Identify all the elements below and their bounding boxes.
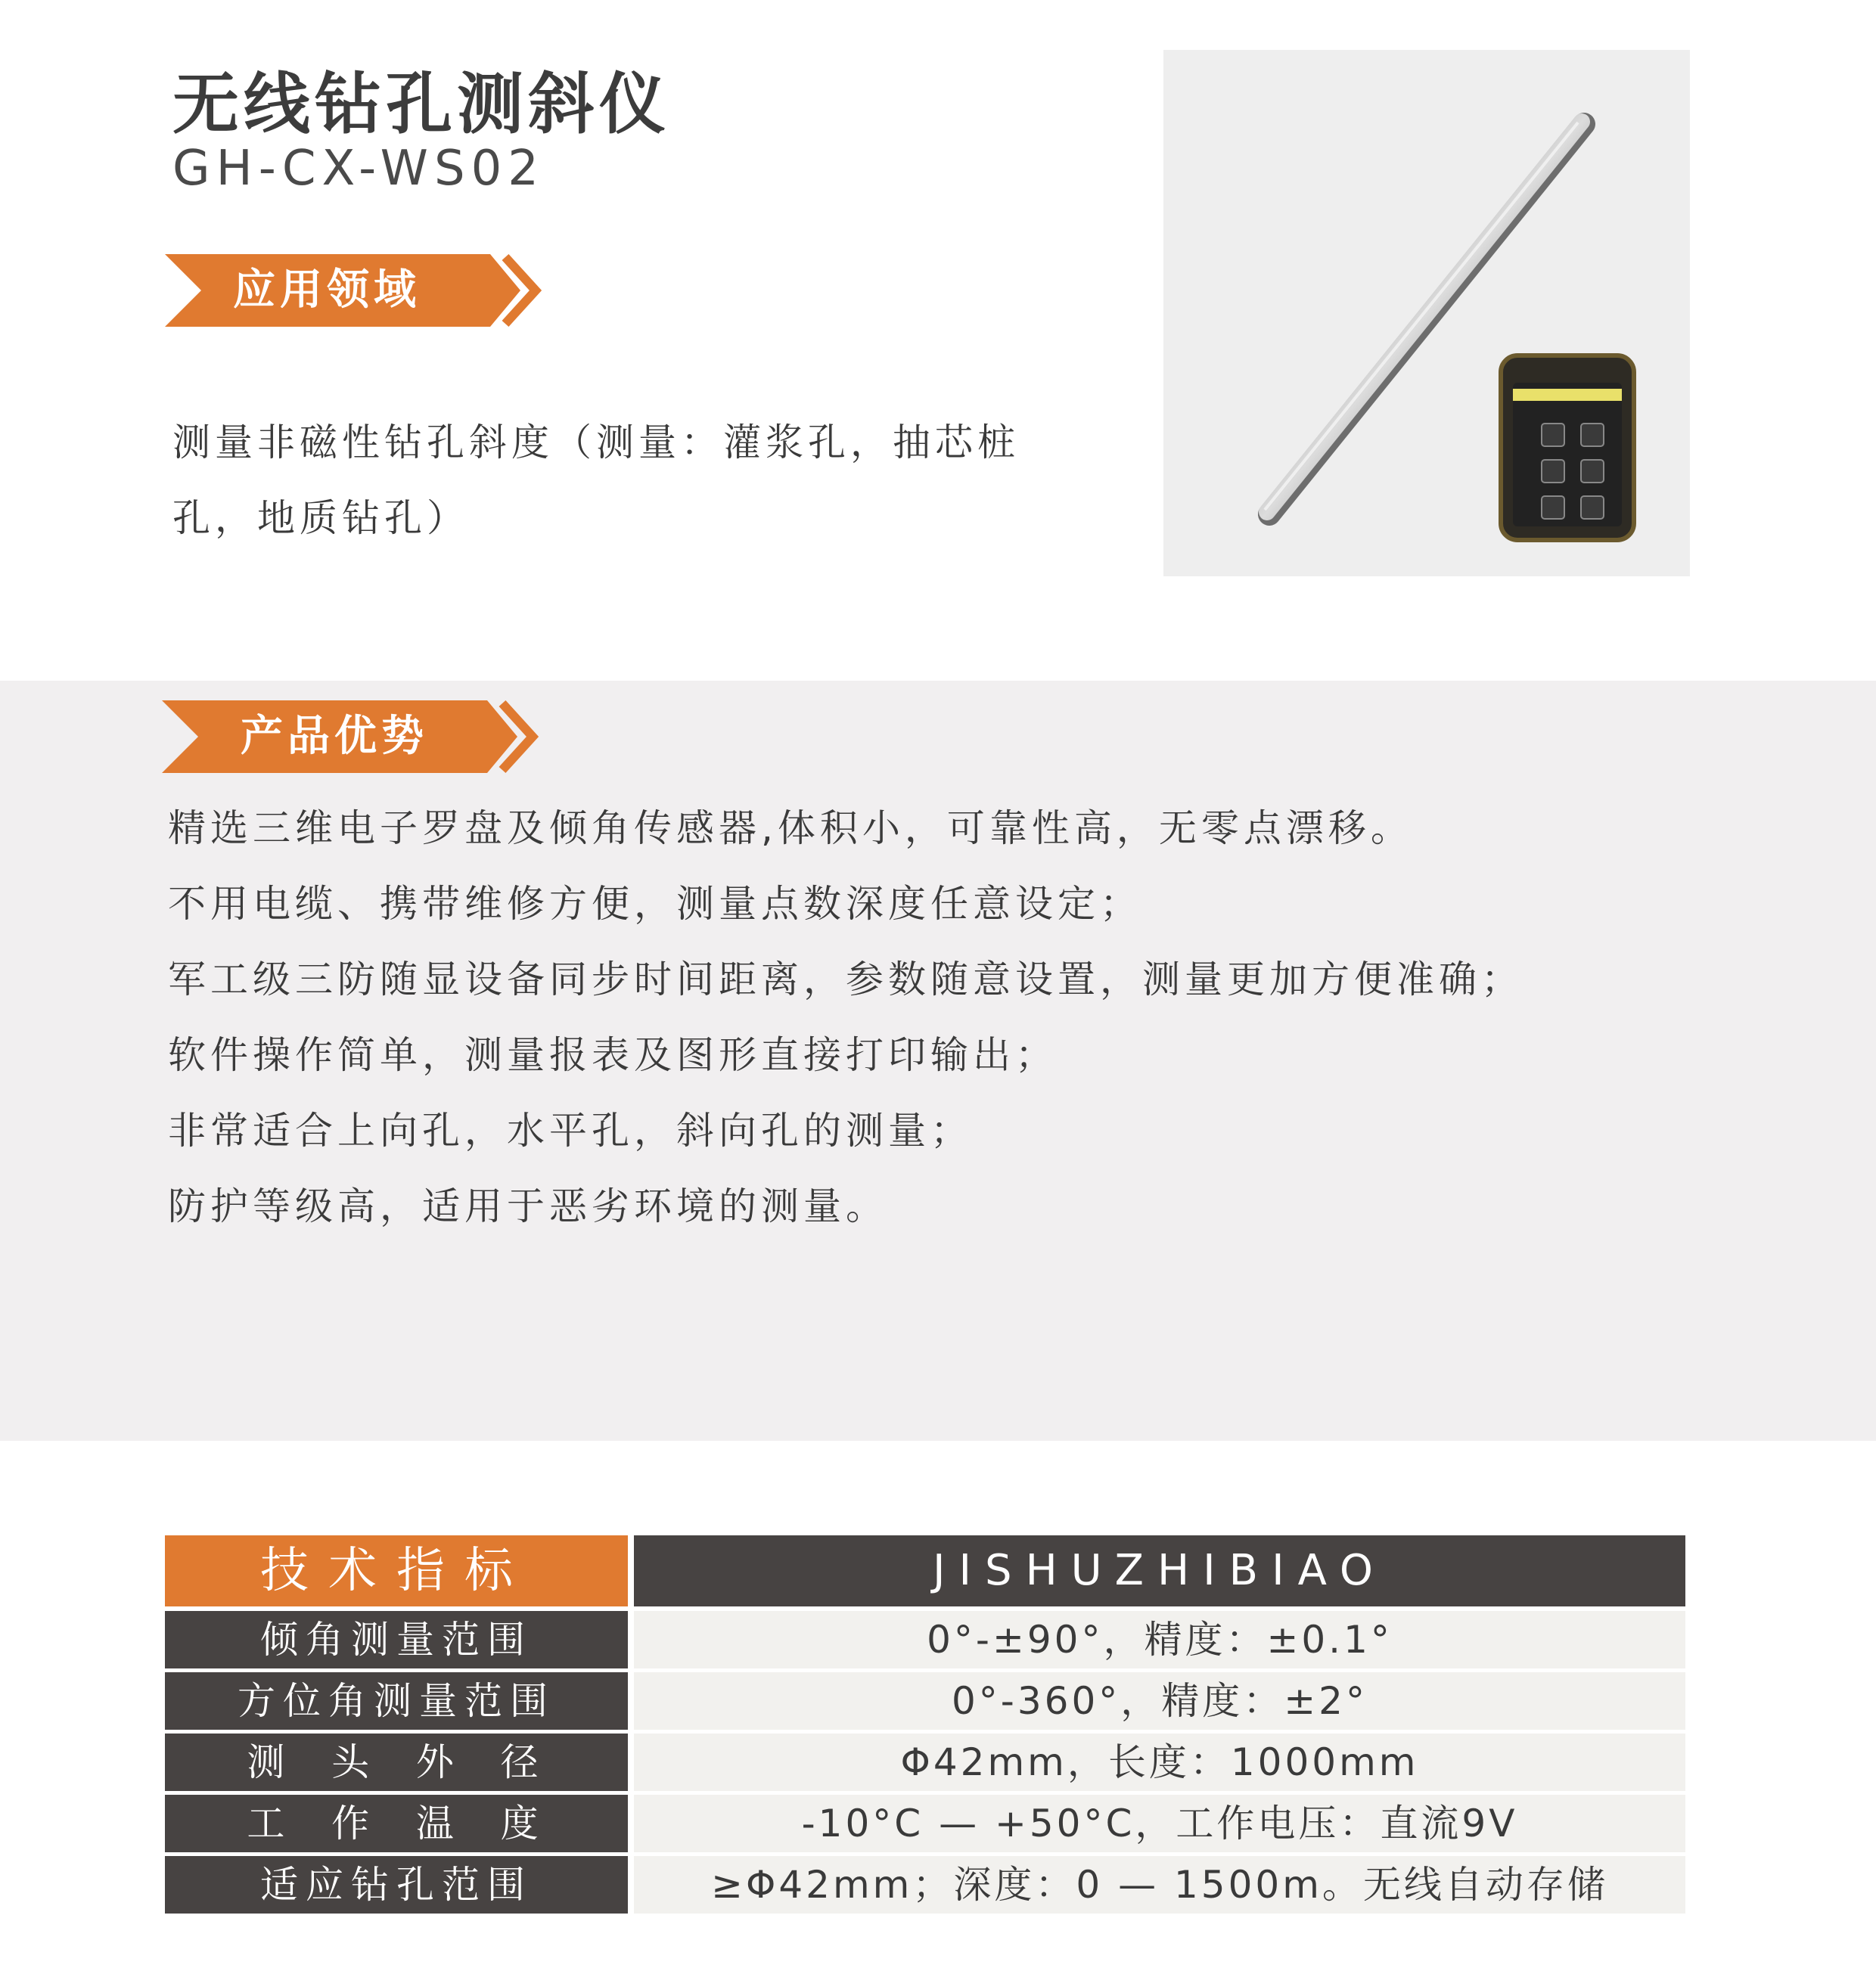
- product-photo: [1163, 50, 1690, 576]
- list-item: 非常适合上向孔，水平孔，斜向孔的测量；: [168, 1109, 973, 1153]
- spec-label: 方位角测量范围: [165, 1672, 628, 1730]
- application-text: 测量非磁性钻孔斜度（测量：灌浆孔，抽芯桩孔，地质钻孔）: [172, 421, 1020, 540]
- spec-value: -10°C — +50°C，工作电压：直流9V: [634, 1795, 1685, 1852]
- application-banner: [165, 254, 558, 330]
- list-item: 军工级三防随显设备同步时间距离，参数随意设置，测量更加方便准确；: [168, 958, 1523, 1001]
- spec-label: 倾角测量范围: [165, 1611, 628, 1668]
- spec-table-header: [165, 1535, 1685, 1606]
- spec-heading-pinyin: JISHUZHIBIAO: [634, 1535, 1685, 1606]
- spec-label: 工 作 温 度: [165, 1795, 628, 1852]
- spec-value: Φ42mm，长度：1000mm: [634, 1734, 1685, 1791]
- spec-label: 测 头 外 径: [165, 1734, 628, 1791]
- list-item: 不用电缆、携带维修方便，测量点数深度任意设定；: [168, 882, 1142, 926]
- table-row: [165, 1611, 1685, 1668]
- list-item: 防护等级高，适用于恶劣环境的测量。: [168, 1184, 888, 1228]
- list-item: 软件操作简单，测量报表及图形直接打印输出；: [168, 1033, 1058, 1077]
- spec-table: [165, 1535, 1685, 1917]
- table-row: [165, 1672, 1685, 1730]
- table-row: [165, 1856, 1685, 1914]
- application-heading: 应用领域: [233, 265, 421, 315]
- spec-label: 适应钻孔范围: [165, 1856, 628, 1914]
- table-row: [165, 1795, 1685, 1852]
- advantages-list: [168, 790, 1681, 1244]
- handheld-device: [1501, 355, 1634, 540]
- spec-heading: 技术指标: [165, 1535, 628, 1606]
- table-row: [165, 1734, 1685, 1791]
- product-model: GH-CX-WS02: [172, 141, 545, 197]
- spec-value: ≥Φ42mm；深度：0 — 1500m。无线自动存储: [634, 1856, 1685, 1914]
- product-title: 无线钻孔测斜仪: [172, 65, 671, 143]
- advantages-banner: [162, 700, 555, 776]
- spec-value: 0°-±90°，精度：±0.1°: [634, 1611, 1685, 1668]
- list-item: 精选三维电子罗盘及倾角传感器,体积小，可靠性高，无零点漂移。: [168, 806, 1413, 850]
- advantages-heading: 产品优势: [241, 712, 428, 761]
- spec-value: 0°-360°，精度：±2°: [634, 1672, 1685, 1730]
